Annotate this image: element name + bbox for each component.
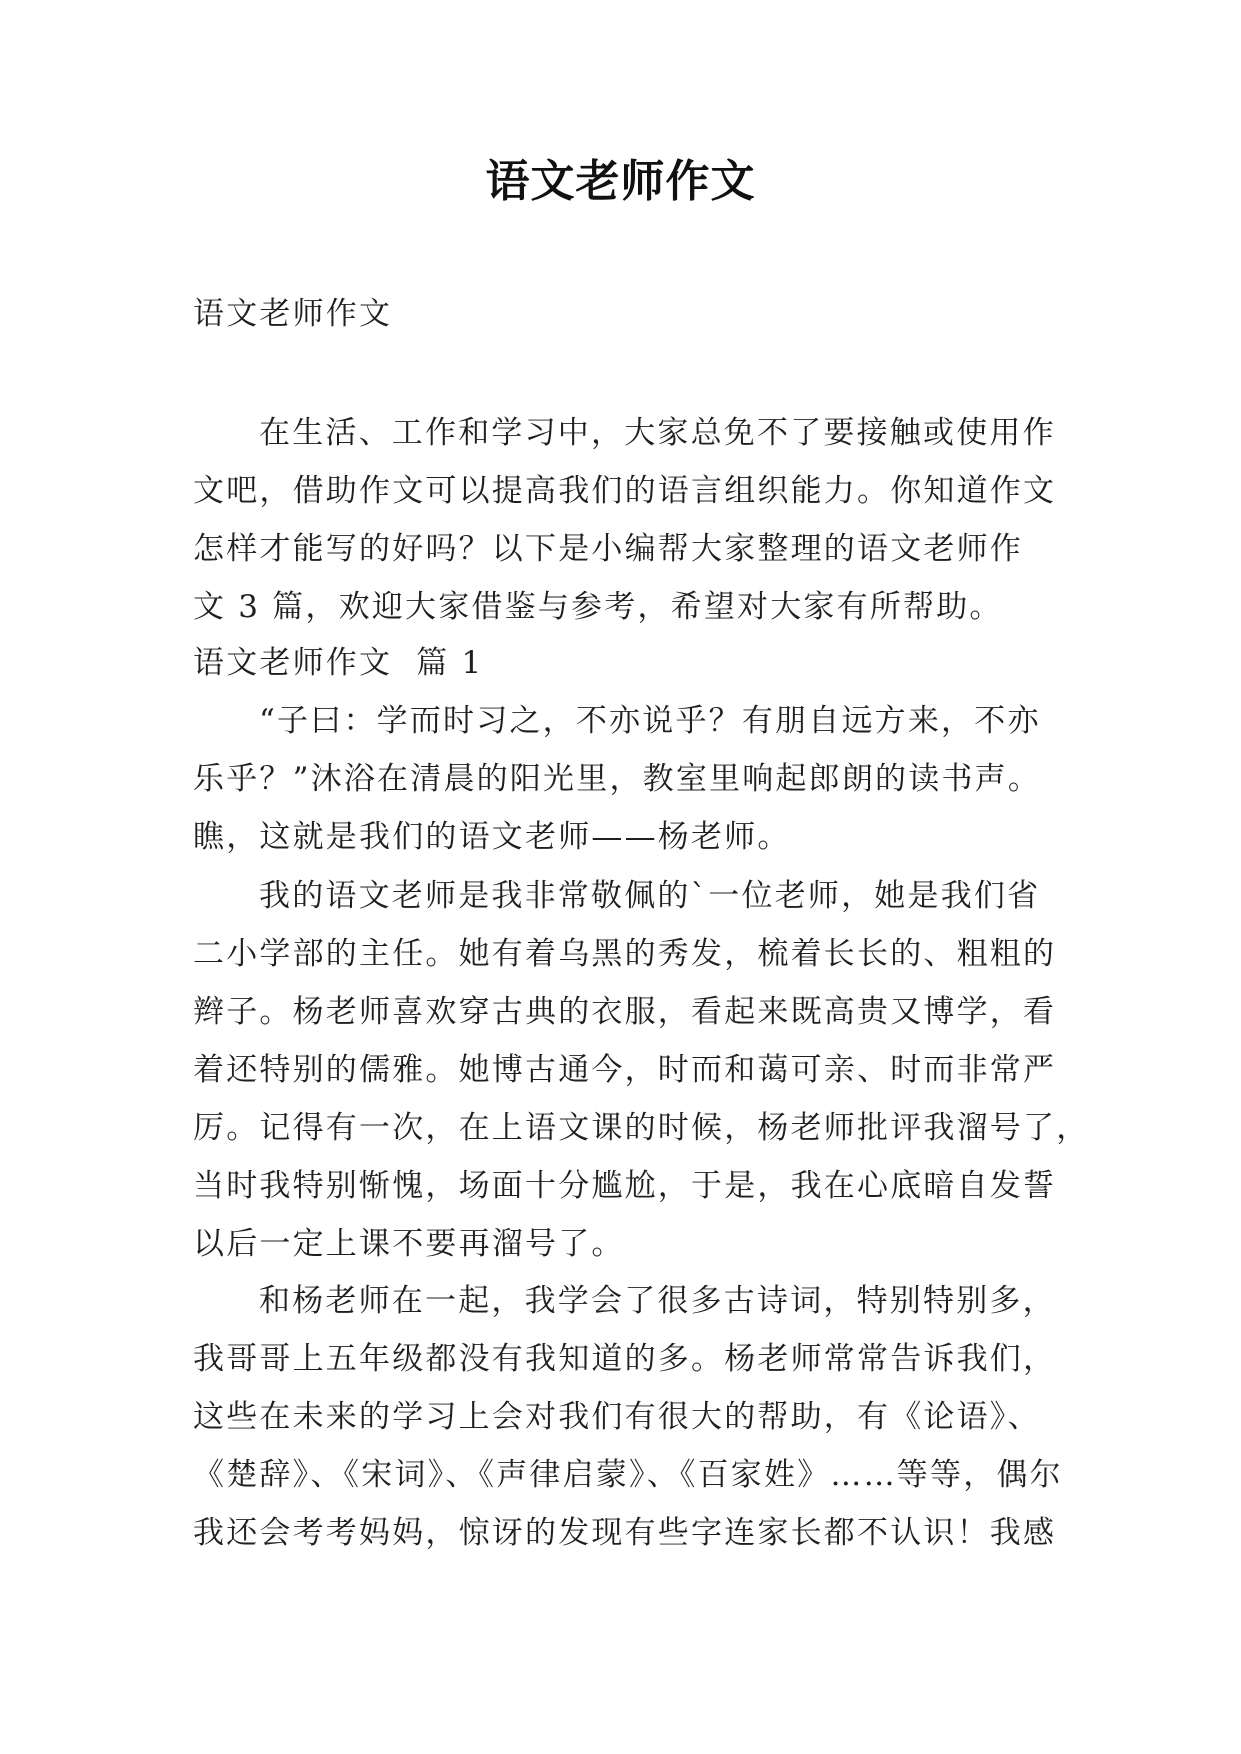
section-heading — [193, 634, 1053, 692]
paragraph-2 — [193, 867, 1090, 1273]
paragraph-line: 乐乎？”沐浴在清晨的阳光里，教室里响起郎朗的读书声。 — [193, 761, 1042, 797]
paragraph-line: 厉。记得有一次，在上语文课的时候，杨老师批评我溜号了， — [193, 1110, 1090, 1146]
intro-paragraph — [193, 404, 1057, 636]
paragraph-3 — [193, 1272, 1063, 1562]
paragraph-line: 和杨老师在一起，我学会了很多古诗词，特别特别多， — [259, 1283, 1056, 1319]
paragraph-line: 当时我特别惭愧，场面十分尴尬，于是，我在心底暗自发誓 — [193, 1168, 1057, 1204]
paragraph-line: 以后一定上课不要再溜号了。 — [193, 1226, 625, 1262]
paragraph-line: 《楚辞》、《宋词》、《声律启蒙》、《百家姓》……等等，偶尔 — [193, 1457, 1063, 1493]
paragraph-line: 这些在未来的学习上会对我们有很大的帮助，有《论语》、 — [193, 1399, 1041, 1435]
section-heading-text: 语文老师作文 篇 1 — [193, 645, 484, 681]
paragraph-line: 瞧，这就是我们的语文老师——杨老师。 — [193, 819, 791, 855]
paragraph-line: 在生活、工作和学习中，大家总免不了要接触或使用作 — [259, 415, 1056, 451]
paragraph-line: 怎样才能写的好吗？以下是小编帮大家整理的语文老师作 — [193, 531, 1023, 567]
paragraph-line: 文吧，借助作文可以提高我们的语言组织能力。你知道作文 — [193, 473, 1057, 509]
paragraph-line: 着还特别的儒雅。她博古通今，时而和蔼可亲、时而非常严 — [193, 1052, 1057, 1088]
paragraph-line: 文 3 篇，欢迎大家借鉴与参考，希望对大家有所帮助。 — [193, 589, 1003, 625]
subtitle-line: 语文老师作文 — [193, 296, 393, 332]
paragraph-line: 辫子。杨老师喜欢穿古典的衣服，看起来既高贵又博学，看 — [193, 994, 1057, 1030]
paragraph-1 — [193, 692, 1053, 866]
paragraph-line: 我的语文老师是我非常敬佩的`一位老师，她是我们省 — [259, 878, 1041, 914]
paragraph-line: “子曰：学而时习之，不亦说乎？有朋自远方来，不亦 — [259, 703, 1041, 739]
document-subtitle — [193, 285, 1053, 343]
paragraph-line: 二小学部的主任。她有着乌黑的秀发，梳着长长的、粗粗的 — [193, 936, 1057, 972]
document-title: 语文老师作文 — [485, 156, 756, 207]
paragraph-line: 我哥哥上五年级都没有我知道的多。杨老师常常告诉我们， — [193, 1341, 1057, 1377]
paragraph-line: 我还会考考妈妈，惊讶的发现有些字连家长都不认识！我感 — [193, 1515, 1057, 1551]
